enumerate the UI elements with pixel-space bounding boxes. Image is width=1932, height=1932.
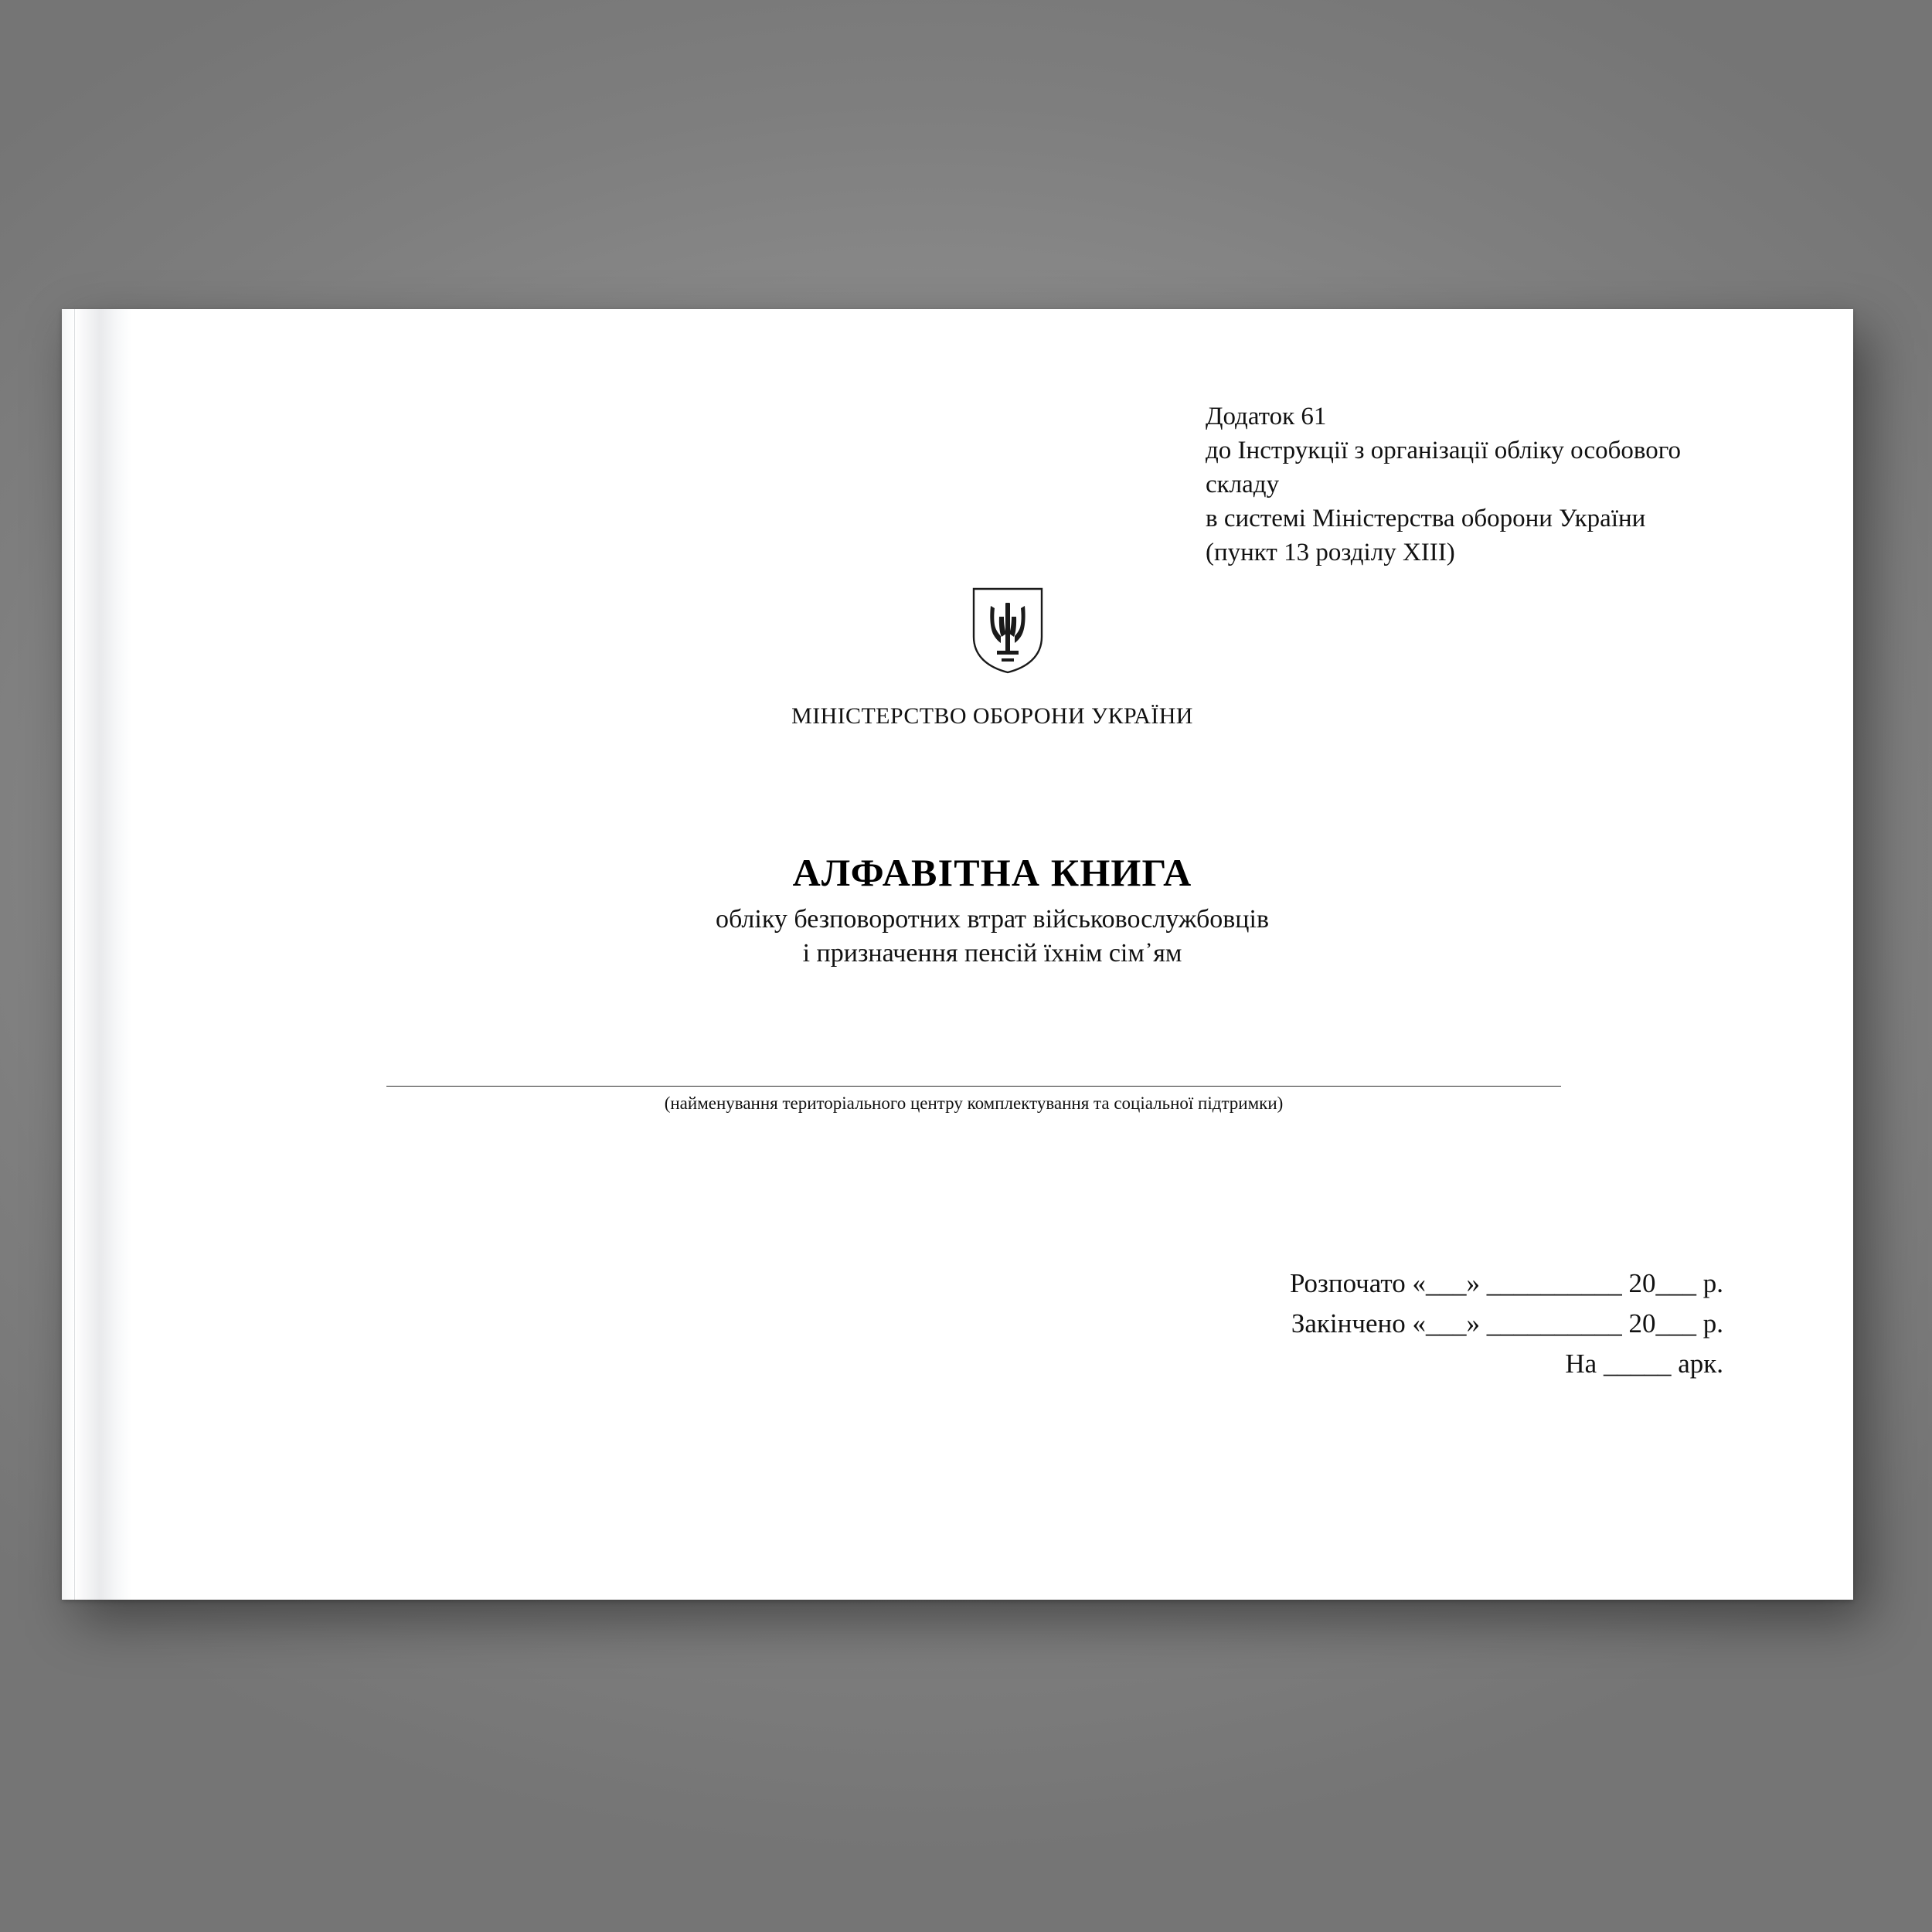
appendix-line-4: в системі Міністерства оборони України	[1206, 504, 1646, 532]
page-subtitle	[131, 903, 1853, 971]
appendix-line-3: складу	[1206, 470, 1280, 498]
appendix-reference-block	[1206, 400, 1847, 570]
page-subtitle-line-1: обліку безповоротних втрат військовослужбовців	[715, 905, 1269, 934]
appendix-line-5: (пункт 13 розділу XIII)	[1206, 538, 1455, 566]
finished-date-field[interactable]: Закінчено «___» __________ 20___ р.	[1291, 1308, 1723, 1338]
started-date-field[interactable]: Розпочато «___» __________ 20___ р.	[1289, 1268, 1723, 1298]
book-binding-edge	[62, 309, 132, 1600]
organization-name-field[interactable]	[386, 1086, 1561, 1114]
sheet-count-field[interactable]: На _____ арк.	[1565, 1348, 1723, 1379]
ministry-name: МІНІСТЕРСТВО ОБОРОНИ УКРАЇНИ	[791, 703, 1193, 729]
title-block	[131, 850, 1853, 971]
footer-fields	[1290, 1264, 1723, 1383]
organization-name-rule	[386, 1086, 1561, 1087]
cover-page	[131, 309, 1853, 1600]
page-title: АЛФАВІТНА КНИГА	[792, 851, 1192, 894]
appendix-line-1: Додаток 61	[1206, 403, 1327, 430]
appendix-line-2: до Інструкції з організації обліку особового	[1206, 436, 1681, 464]
book-cover	[62, 309, 1853, 1600]
ukraine-trident-emblem-icon	[971, 586, 1045, 675]
page-subtitle-line-2: і призначення пенсій їхнім сім᾽ям	[802, 939, 1182, 968]
organization-name-caption: (найменування територіального центру комплектування та соціальної підтримки)	[664, 1094, 1284, 1113]
book-container	[62, 309, 1870, 1623]
